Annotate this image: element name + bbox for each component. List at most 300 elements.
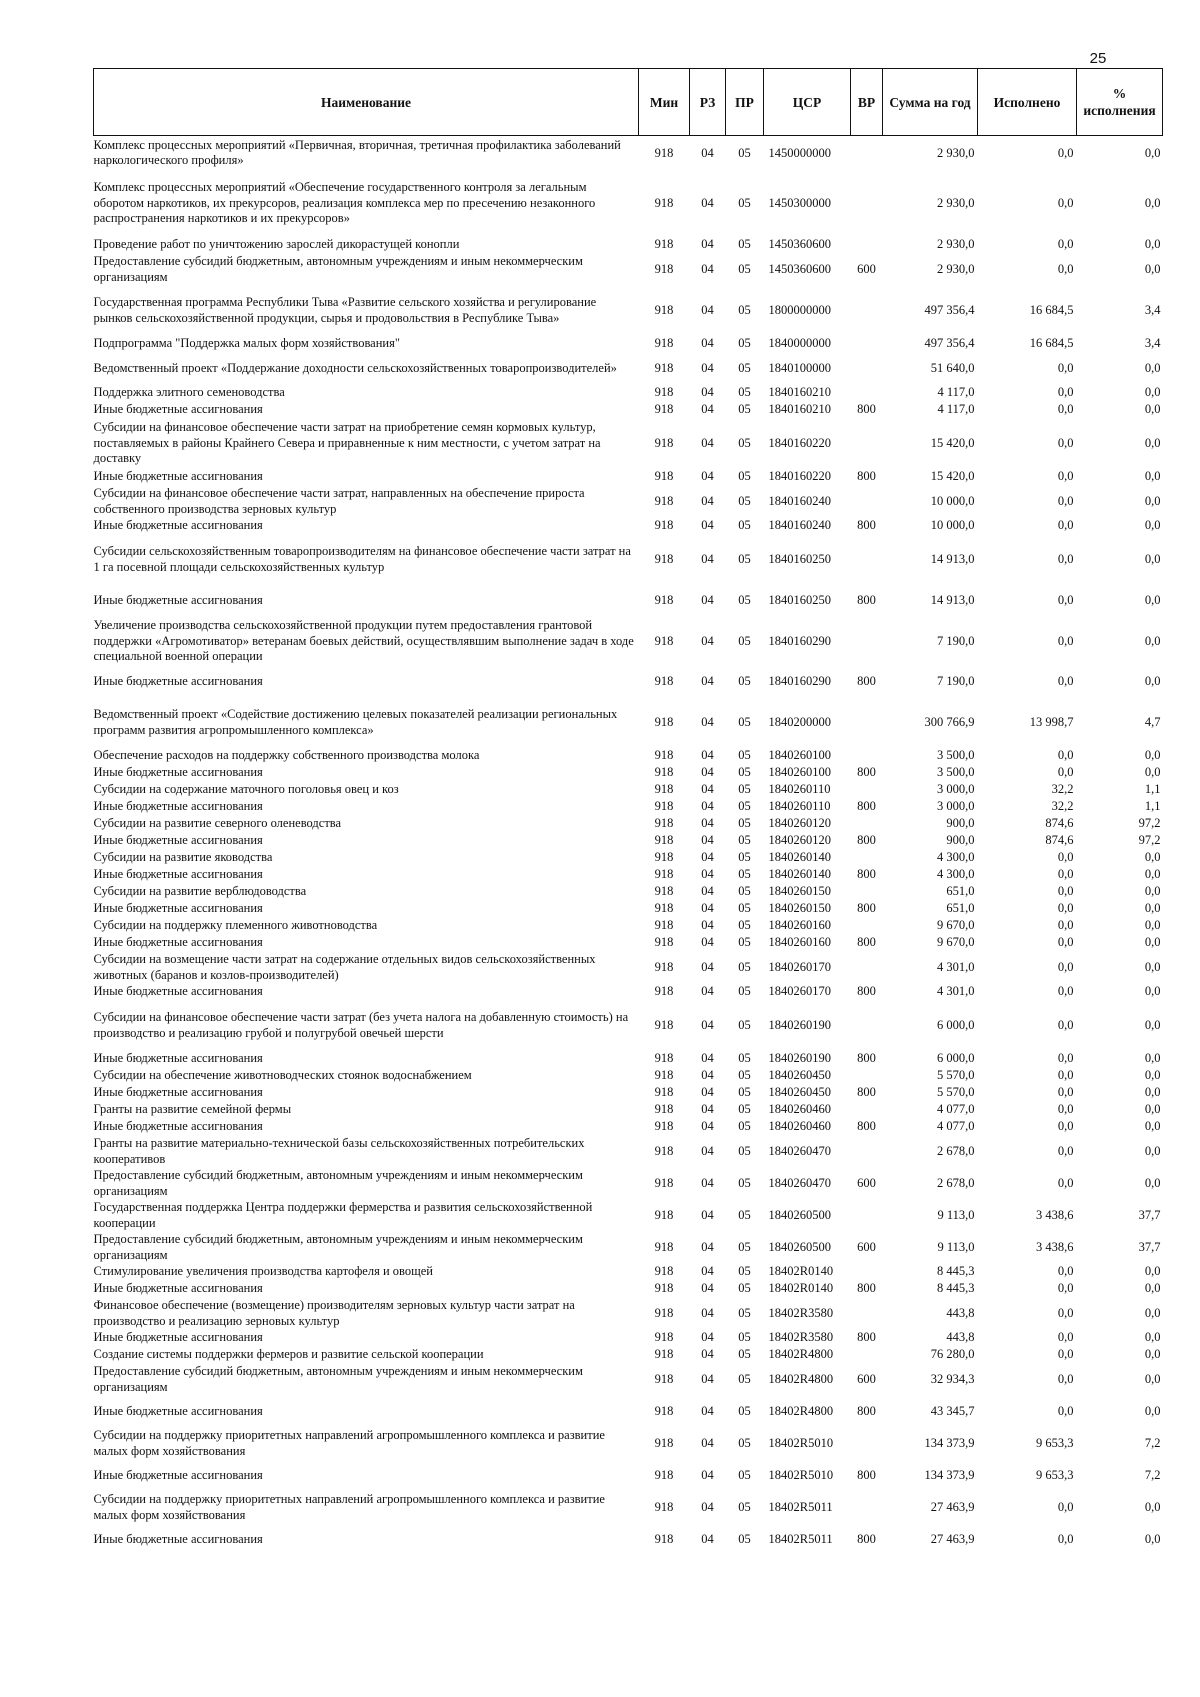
cell-pr: 05 — [738, 1017, 751, 1032]
cell-pr: 05 — [738, 336, 751, 351]
cell-done: 0,0 — [1057, 984, 1074, 999]
cell-done: 0,0 — [1057, 1531, 1074, 1546]
table-row — [94, 1281, 1163, 1298]
cell-rz: 04 — [701, 1467, 714, 1482]
cell-done: 0,0 — [1057, 551, 1074, 566]
cell-csr: 1840260170 — [768, 984, 831, 999]
cell-csr: 1450000000 — [768, 145, 831, 160]
cell-vr — [851, 884, 883, 901]
cell-done: 0,0 — [1057, 1175, 1074, 1190]
table-row — [94, 1102, 1163, 1119]
cell-sum: 27 463,9 — [930, 1499, 975, 1514]
header-pr: ПР — [726, 69, 764, 136]
cell-vr: 600 — [857, 1239, 876, 1254]
cell-vr — [851, 1347, 883, 1364]
header-vr: ВР — [851, 69, 883, 136]
cell-done: 0,0 — [1057, 935, 1074, 950]
cell-min: 918 — [654, 1330, 674, 1345]
cell-rz: 04 — [701, 1102, 714, 1117]
cell-csr: 1840260110 — [768, 782, 831, 797]
cell-sum: 4 077,0 — [937, 1119, 975, 1134]
cell-vr: 800 — [857, 901, 876, 916]
cell-pct: 0,0 — [1144, 633, 1161, 648]
cell-name: Иные бюджетные ассигнования — [93, 1531, 263, 1546]
cell-min: 918 — [654, 145, 674, 160]
cell-pr: 05 — [738, 1531, 751, 1546]
cell-vr: 800 — [857, 1531, 876, 1546]
cell-vr — [851, 698, 883, 748]
table-row — [94, 1428, 1163, 1460]
cell-pct: 0,0 — [1144, 884, 1161, 899]
cell-pr: 05 — [738, 782, 751, 797]
cell-sum: 2 930,0 — [937, 261, 975, 276]
cell-sum: 497 356,4 — [924, 336, 975, 351]
cell-name: Увеличение производства сельскохозяйственной продукции путем предоставления грантовой поддержки «Агромотиватор» ветеранам боевых действий, осуществлявшим выполнение задач в ходе специальной военной операции — [93, 618, 634, 664]
cell-vr — [851, 952, 883, 984]
cell-vr — [851, 617, 883, 667]
cell-pr: 05 — [738, 493, 751, 508]
cell-rz: 04 — [701, 884, 714, 899]
table-row — [94, 1168, 1163, 1200]
cell-csr: 18402R5010 — [768, 1467, 834, 1482]
cell-csr: 18402R4800 — [768, 1347, 834, 1362]
table-row — [94, 1200, 1163, 1232]
cell-vr — [851, 1492, 883, 1524]
cell-vr: 800 — [857, 799, 876, 814]
cell-pr: 05 — [738, 518, 751, 533]
cell-vr — [851, 286, 883, 336]
cell-sum: 2 930,0 — [937, 237, 975, 252]
cell-sum: 8 445,3 — [937, 1281, 975, 1296]
cell-name: Субсидии на поддержку приоритетных направлений агропромышленного комплекса и развитие малых форм хозяйствования — [93, 1428, 605, 1458]
cell-sum: 51 640,0 — [930, 360, 975, 375]
cell-vr — [851, 486, 883, 518]
header-name: Наименование — [94, 69, 639, 136]
cell-vr — [851, 850, 883, 867]
cell-vr — [851, 1068, 883, 1085]
table-row — [94, 667, 1163, 698]
cell-sum: 651,0 — [946, 884, 975, 899]
cell-vr: 800 — [857, 469, 876, 484]
cell-name: Гранты на развитие материально-технической базы сельскохозяйственных потребительских кооперативов — [93, 1136, 585, 1166]
cell-csr: 1840260140 — [768, 850, 831, 865]
table-header-row — [94, 69, 1163, 136]
cell-csr: 1450360600 — [768, 237, 831, 252]
cell-pct: 0,0 — [1144, 1143, 1161, 1158]
cell-rz: 04 — [701, 1305, 714, 1320]
cell-name: Субсидии на возмещение части затрат на содержание отдельных видов сельскохозяйственных животных (баранов и козлов-производителей) — [93, 952, 596, 982]
cell-rz: 04 — [701, 748, 714, 763]
cell-sum: 76 280,0 — [930, 1347, 975, 1362]
cell-pr: 05 — [738, 674, 751, 689]
cell-rz: 04 — [701, 1499, 714, 1514]
table-row — [94, 799, 1163, 816]
cell-done: 0,0 — [1057, 1085, 1074, 1100]
header-rz: РЗ — [690, 69, 726, 136]
table-row — [94, 1298, 1163, 1330]
cell-name: Субсидии на развитие яководства — [93, 850, 273, 865]
cell-vr — [851, 1428, 883, 1460]
cell-pct: 0,0 — [1144, 1017, 1161, 1032]
cell-rz: 04 — [701, 816, 714, 831]
cell-rz: 04 — [701, 1239, 714, 1254]
table-row — [94, 884, 1163, 901]
table-row — [94, 518, 1163, 535]
cell-vr — [851, 782, 883, 799]
cell-vr — [851, 1001, 883, 1051]
cell-pct: 0,0 — [1144, 1305, 1161, 1320]
cell-rz: 04 — [701, 867, 714, 882]
cell-vr — [851, 419, 883, 469]
cell-pct: 1,1 — [1144, 799, 1161, 814]
cell-min: 918 — [654, 1175, 674, 1190]
cell-csr: 1450360600 — [768, 261, 831, 276]
cell-done: 0,0 — [1057, 385, 1074, 400]
cell-name: Иные бюджетные ассигнования — [93, 1281, 263, 1296]
cell-csr: 18402R3580 — [768, 1305, 834, 1320]
cell-sum: 4 301,0 — [937, 959, 975, 974]
cell-rz: 04 — [701, 714, 714, 729]
cell-vr: 800 — [857, 1119, 876, 1134]
table-row — [94, 419, 1163, 469]
cell-sum: 15 420,0 — [930, 435, 975, 450]
cell-done: 0,0 — [1057, 1051, 1074, 1066]
cell-pr: 05 — [738, 1207, 751, 1222]
cell-done: 0,0 — [1057, 901, 1074, 916]
cell-sum: 5 570,0 — [937, 1068, 975, 1083]
cell-name: Иные бюджетные ассигнования — [93, 901, 263, 916]
cell-vr: 800 — [857, 867, 876, 882]
cell-pct: 0,0 — [1144, 1499, 1161, 1514]
table-row — [94, 1492, 1163, 1524]
cell-csr: 18402R0140 — [768, 1281, 834, 1296]
cell-min: 918 — [654, 493, 674, 508]
cell-done: 9 653,3 — [1036, 1467, 1074, 1482]
table-row — [94, 1051, 1163, 1068]
cell-min: 918 — [654, 1017, 674, 1032]
cell-rz: 04 — [701, 145, 714, 160]
cell-pct: 0,0 — [1144, 145, 1161, 160]
cell-sum: 10 000,0 — [930, 493, 975, 508]
cell-csr: 1840160240 — [768, 518, 831, 533]
cell-vr — [851, 1264, 883, 1281]
cell-done: 0,0 — [1057, 1305, 1074, 1320]
cell-csr: 1840160210 — [768, 385, 831, 400]
table-row — [94, 1364, 1163, 1396]
cell-csr: 1840260190 — [768, 1051, 831, 1066]
cell-pct: 97,2 — [1138, 833, 1161, 848]
cell-csr: 1840160250 — [768, 551, 831, 566]
cell-vr — [851, 171, 883, 237]
cell-done: 0,0 — [1057, 1499, 1074, 1514]
table-row — [94, 918, 1163, 935]
cell-done: 0,0 — [1057, 1281, 1074, 1296]
cell-done: 0,0 — [1057, 748, 1074, 763]
cell-min: 918 — [654, 1102, 674, 1117]
cell-sum: 4 300,0 — [937, 850, 975, 865]
cell-sum: 6 000,0 — [937, 1051, 975, 1066]
cell-sum: 32 934,3 — [930, 1371, 975, 1386]
cell-csr: 1840260170 — [768, 959, 831, 974]
cell-pct: 0,0 — [1144, 592, 1161, 607]
cell-rz: 04 — [701, 435, 714, 450]
cell-sum: 9 113,0 — [937, 1207, 975, 1222]
cell-csr: 1840260160 — [768, 935, 831, 950]
cell-done: 32,2 — [1051, 799, 1074, 814]
cell-sum: 497 356,4 — [924, 302, 975, 317]
cell-csr: 1840260110 — [768, 799, 831, 814]
cell-sum: 15 420,0 — [930, 469, 975, 484]
cell-pr: 05 — [738, 237, 751, 252]
cell-pr: 05 — [738, 959, 751, 974]
cell-pct: 1,1 — [1144, 782, 1161, 797]
cell-rz: 04 — [701, 336, 714, 351]
cell-pct: 0,0 — [1144, 1403, 1161, 1418]
cell-pct: 0,0 — [1144, 360, 1161, 375]
cell-csr: 1840100000 — [768, 360, 831, 375]
cell-vr — [851, 1298, 883, 1330]
cell-done: 0,0 — [1057, 261, 1074, 276]
cell-done: 32,2 — [1051, 782, 1074, 797]
cell-done: 0,0 — [1057, 518, 1074, 533]
cell-name: Субсидии на развитие верблюдоводства — [93, 884, 307, 899]
cell-sum: 4 077,0 — [937, 1102, 975, 1117]
cell-done: 0,0 — [1057, 145, 1074, 160]
cell-done: 0,0 — [1057, 469, 1074, 484]
cell-sum: 7 190,0 — [937, 633, 975, 648]
cell-sum: 4 117,0 — [937, 402, 975, 417]
cell-done: 0,0 — [1057, 633, 1074, 648]
table-row — [94, 1330, 1163, 1347]
cell-pct: 0,0 — [1144, 1085, 1161, 1100]
table-row — [94, 1068, 1163, 1085]
cell-csr: 1840160250 — [768, 592, 831, 607]
cell-pr: 05 — [738, 469, 751, 484]
cell-name: Субсидии сельскохозяйственным товаропроизводителям на финансовое обеспечение части затрат на 1 га посевной площади сельскохозяйственных культур — [93, 544, 631, 574]
cell-rz: 04 — [701, 765, 714, 780]
cell-pct: 0,0 — [1144, 1330, 1161, 1345]
cell-done: 0,0 — [1057, 1330, 1074, 1345]
cell-min: 918 — [654, 1085, 674, 1100]
cell-min: 918 — [654, 385, 674, 400]
table-row — [94, 984, 1163, 1001]
cell-name: Субсидии на обеспечение животноводческих стоянок водоснабжением — [93, 1068, 472, 1083]
cell-name: Иные бюджетные ассигнования — [93, 1085, 263, 1100]
cell-pr: 05 — [738, 360, 751, 375]
cell-name: Иные бюджетные ассигнования — [93, 833, 263, 848]
cell-done: 0,0 — [1057, 360, 1074, 375]
cell-min: 918 — [654, 633, 674, 648]
cell-min: 918 — [654, 336, 674, 351]
cell-csr: 1840260450 — [768, 1068, 831, 1083]
table-row — [94, 1264, 1163, 1281]
cell-sum: 3 000,0 — [937, 782, 975, 797]
table-row — [94, 1119, 1163, 1136]
cell-pr: 05 — [738, 816, 751, 831]
cell-min: 918 — [654, 748, 674, 763]
cell-sum: 5 570,0 — [937, 1085, 975, 1100]
cell-pr: 05 — [738, 1330, 751, 1345]
cell-vr: 800 — [857, 765, 876, 780]
table-row — [94, 833, 1163, 850]
cell-sum: 9 670,0 — [937, 935, 975, 950]
table-row — [94, 237, 1163, 254]
cell-sum: 651,0 — [946, 901, 975, 916]
cell-done: 16 684,5 — [1029, 302, 1074, 317]
cell-rz: 04 — [701, 493, 714, 508]
cell-min: 918 — [654, 1403, 674, 1418]
cell-pct: 0,0 — [1144, 1051, 1161, 1066]
table-row — [94, 402, 1163, 419]
cell-rz: 04 — [701, 782, 714, 797]
cell-pr: 05 — [738, 1175, 751, 1190]
cell-csr: 18402R3580 — [768, 1330, 834, 1345]
cell-sum: 134 373,9 — [924, 1467, 975, 1482]
cell-rz: 04 — [701, 1017, 714, 1032]
cell-rz: 04 — [701, 1435, 714, 1450]
cell-csr: 1800000000 — [768, 302, 831, 317]
cell-min: 918 — [654, 850, 674, 865]
cell-pr: 05 — [738, 1403, 751, 1418]
cell-done: 874,6 — [1045, 833, 1074, 848]
cell-min: 918 — [654, 1467, 674, 1482]
cell-min: 918 — [654, 1435, 674, 1450]
cell-vr — [851, 385, 883, 402]
cell-name: Финансовое обеспечение (возмещение) производителям зерновых культур части затрат на производство и реализацию зерновых культур — [93, 1298, 575, 1328]
cell-name: Субсидии на поддержку приоритетных направлений агропромышленного комплекса и развитие малых форм хозяйствования — [93, 1492, 605, 1522]
cell-done: 0,0 — [1057, 1017, 1074, 1032]
cell-rz: 04 — [701, 918, 714, 933]
cell-name: Создание системы поддержки фермеров и развитие сельской кооперации — [93, 1347, 484, 1362]
cell-min: 918 — [654, 714, 674, 729]
cell-csr: 1840000000 — [768, 336, 831, 351]
cell-pct: 0,0 — [1144, 1119, 1161, 1134]
cell-pr: 05 — [738, 1085, 751, 1100]
table-row — [94, 867, 1163, 884]
cell-pct: 7,2 — [1144, 1435, 1161, 1450]
cell-rz: 04 — [701, 1347, 714, 1362]
cell-vr — [851, 535, 883, 585]
cell-pr: 05 — [738, 1239, 751, 1254]
cell-name: Комплекс процессных мероприятий «Первичная, вторичная, третичная профилактика заболеваний наркологического профиля» — [93, 137, 621, 168]
cell-name: Иные бюджетные ассигнования — [93, 1119, 263, 1134]
cell-rz: 04 — [701, 1531, 714, 1546]
cell-pr: 05 — [738, 551, 751, 566]
cell-csr: 1840260450 — [768, 1085, 831, 1100]
cell-sum: 10 000,0 — [930, 518, 975, 533]
cell-done: 0,0 — [1057, 493, 1074, 508]
cell-pct: 0,0 — [1144, 850, 1161, 865]
cell-csr: 1840260120 — [768, 833, 831, 848]
cell-sum: 9 670,0 — [937, 918, 975, 933]
cell-sum: 4 300,0 — [937, 867, 975, 882]
cell-csr: 18402R5011 — [768, 1499, 833, 1514]
cell-name: Иные бюджетные ассигнования — [93, 867, 263, 882]
table-row — [94, 1396, 1163, 1428]
cell-rz: 04 — [701, 1051, 714, 1066]
cell-rz: 04 — [701, 195, 714, 210]
cell-pr: 05 — [738, 1264, 751, 1279]
cell-vr — [851, 1136, 883, 1168]
cell-vr: 800 — [857, 402, 876, 417]
cell-pr: 05 — [738, 918, 751, 933]
cell-done: 0,0 — [1057, 1102, 1074, 1117]
cell-pr: 05 — [738, 1281, 751, 1296]
cell-csr: 1840260160 — [768, 918, 831, 933]
cell-name: Иные бюджетные ассигнования — [93, 402, 263, 417]
cell-min: 918 — [654, 1051, 674, 1066]
cell-pct: 0,0 — [1144, 674, 1161, 689]
cell-csr: 1840260500 — [768, 1239, 831, 1254]
cell-pr: 05 — [738, 935, 751, 950]
cell-sum: 43 345,7 — [930, 1403, 975, 1418]
cell-vr — [851, 353, 883, 385]
cell-min: 918 — [654, 918, 674, 933]
cell-sum: 2 930,0 — [937, 145, 975, 160]
table-row — [94, 617, 1163, 667]
cell-pct: 0,0 — [1144, 385, 1161, 400]
cell-name: Иные бюджетные ассигнования — [93, 1330, 263, 1345]
cell-name: Иные бюджетные ассигнования — [93, 765, 263, 780]
cell-min: 918 — [654, 1347, 674, 1362]
header-done: Исполнено — [978, 69, 1077, 136]
cell-pr: 05 — [738, 1467, 751, 1482]
cell-csr: 1840160210 — [768, 402, 831, 417]
cell-pr: 05 — [738, 884, 751, 899]
cell-name: Субсидии на развитие северного оленеводства — [93, 816, 342, 831]
cell-pr: 05 — [738, 1119, 751, 1134]
cell-pr: 05 — [738, 1102, 751, 1117]
cell-pct: 37,7 — [1138, 1239, 1161, 1254]
table-row — [94, 1232, 1163, 1264]
cell-pr: 05 — [738, 402, 751, 417]
cell-min: 918 — [654, 592, 674, 607]
cell-vr — [851, 1102, 883, 1119]
cell-pct: 37,7 — [1138, 1207, 1161, 1222]
cell-sum: 3 500,0 — [937, 765, 975, 780]
cell-min: 918 — [654, 1239, 674, 1254]
cell-rz: 04 — [701, 850, 714, 865]
cell-name: Субсидии на содержание маточного поголовья овец и коз — [93, 782, 399, 797]
cell-name: Предоставление субсидий бюджетным, автономным учреждениям и иным некоммерческим организациям — [93, 1232, 583, 1262]
cell-name: Государственная программа Республики Тыва «Развитие сельского хозяйства и регулирование рынков сельскохозяйственной продукции, сырья и продовольствия в Республике Тыва» — [93, 295, 597, 325]
cell-sum: 900,0 — [946, 833, 975, 848]
cell-pr: 05 — [738, 714, 751, 729]
cell-done: 0,0 — [1057, 959, 1074, 974]
cell-min: 918 — [654, 518, 674, 533]
table-row — [94, 469, 1163, 486]
budget-table — [93, 68, 1163, 1556]
table-row — [94, 748, 1163, 765]
cell-sum: 4 301,0 — [937, 984, 975, 999]
cell-name: Государственная поддержка Центра поддержки фермерства и развития сельскохозяйственной кооперации — [93, 1200, 593, 1230]
cell-done: 0,0 — [1057, 884, 1074, 899]
table-row — [94, 136, 1163, 171]
cell-pr: 05 — [738, 302, 751, 317]
cell-min: 918 — [654, 1207, 674, 1222]
cell-done: 0,0 — [1057, 237, 1074, 252]
table-row — [94, 698, 1163, 748]
cell-name: Ведомственный проект «Поддержание доходности сельскохозяйственных товаропроизводителей» — [93, 360, 617, 375]
cell-min: 918 — [654, 302, 674, 317]
cell-pct: 0,0 — [1144, 935, 1161, 950]
cell-min: 918 — [654, 1305, 674, 1320]
cell-csr: 1840160290 — [768, 633, 831, 648]
header-min: Мин — [639, 69, 690, 136]
cell-min: 918 — [654, 1531, 674, 1546]
page-number: 25 — [1089, 50, 1107, 67]
cell-pct: 0,0 — [1144, 1102, 1161, 1117]
